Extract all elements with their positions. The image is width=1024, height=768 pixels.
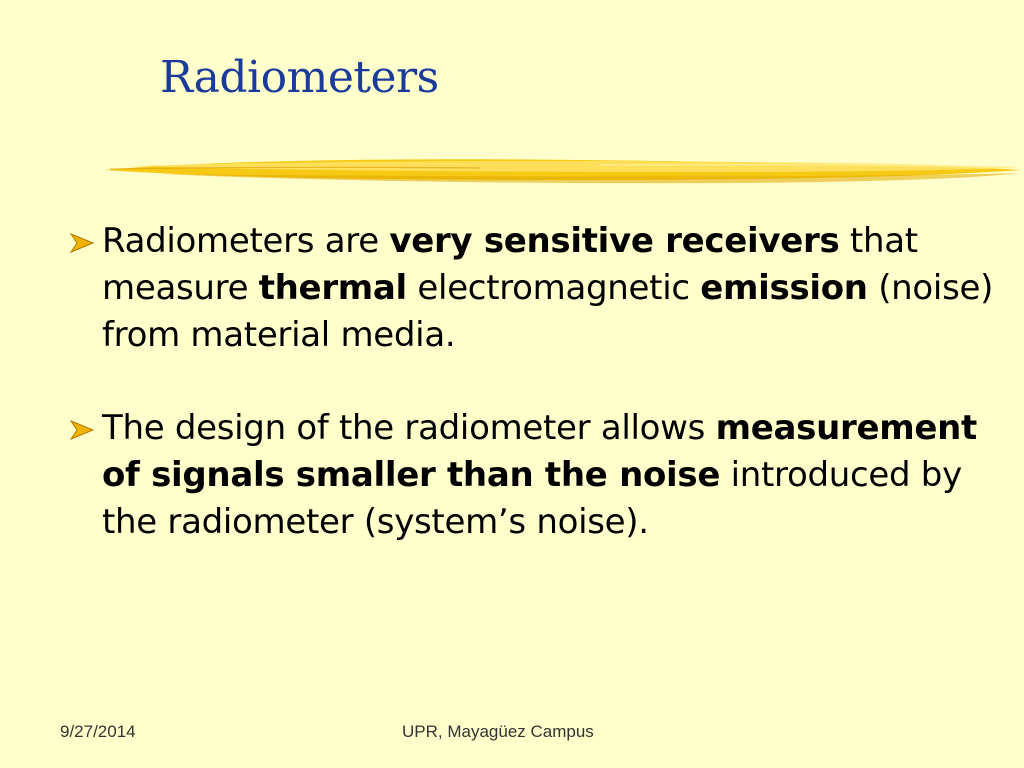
bullet-1-emphasis-2: thermal: [258, 268, 407, 308]
bullet-1-text-2: that measure: [102, 221, 918, 308]
bullet-2-text-2: introduced by the radiometer (system’s noise).: [102, 455, 962, 542]
bullet-item-2: [64, 405, 994, 546]
arrow-right-icon: [68, 418, 96, 442]
bullet-1-text-1: Radiometers are: [102, 221, 390, 261]
footer-date: 9/27/2014: [60, 722, 136, 741]
bullet-2-text-1: The design of the radiometer allows: [102, 408, 716, 448]
bullet-1-emphasis-1: very sensitive receivers: [389, 221, 840, 261]
bullet-list: [64, 218, 994, 546]
footer-center-label: UPR, Mayagüez Campus: [402, 722, 594, 741]
title-underline-brushstroke: [100, 148, 1024, 192]
slide-title: Radiometers: [160, 52, 439, 103]
bullet-2-emphasis-1: measurement of signals smaller than the noise: [102, 408, 977, 495]
bullet-1-emphasis-3: emission: [700, 268, 868, 308]
bullet-1-text-4: (noise) from material media.: [102, 268, 994, 355]
arrow-right-icon: [68, 231, 96, 255]
bullet-1-text-3: electromagnetic: [406, 268, 701, 308]
bullet-item-1: [64, 218, 994, 359]
